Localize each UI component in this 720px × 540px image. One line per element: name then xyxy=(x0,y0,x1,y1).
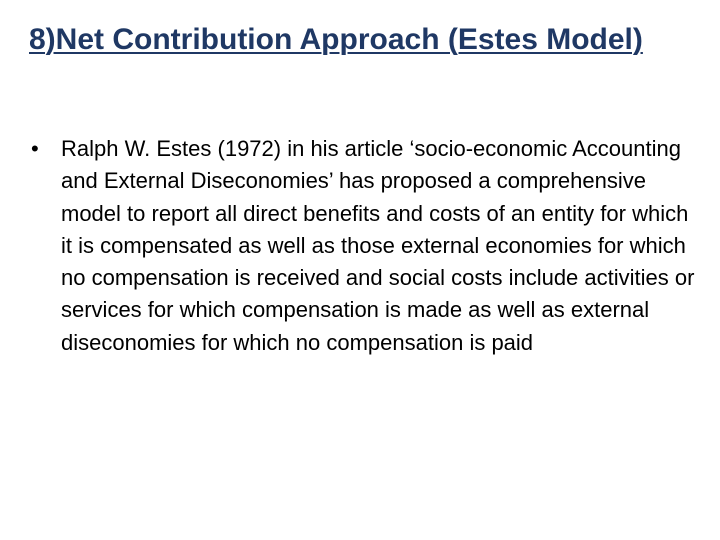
bullet-list xyxy=(28,133,700,359)
bullet-item xyxy=(28,133,700,359)
bullet-icon: • xyxy=(31,136,39,161)
slide-title: 8)Net Contribution Approach (Estes Model) xyxy=(29,23,643,56)
bullet-text: Ralph W. Estes (1972) in his article ‘socio-economic Accounting and External Diseconomies’ has proposed a comprehensive model to report all direct benefits and costs of an entity for which it is compensated as well as those external economies for which no compensation is received and social costs include activities or services for which compensation is made as well as external diseconomies for which no compensation is paid xyxy=(61,136,695,355)
